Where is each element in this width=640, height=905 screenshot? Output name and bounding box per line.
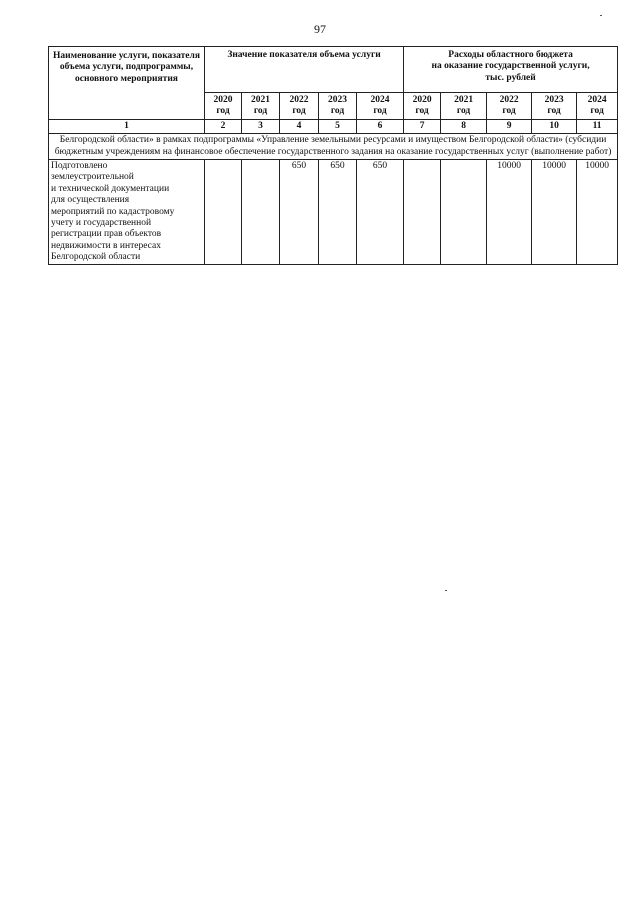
service-volume-table	[48, 46, 618, 265]
year-header	[242, 93, 280, 120]
year-label: 2022	[499, 95, 519, 105]
description-line: землеустроительной	[51, 172, 134, 183]
year-header	[357, 93, 404, 120]
year-label: 2020	[213, 95, 233, 105]
year-label: 2021	[454, 95, 474, 105]
value-cell: 10000	[487, 159, 532, 265]
year-header	[280, 93, 319, 120]
section-row	[49, 134, 618, 160]
year-header	[487, 93, 532, 120]
page-number: 97	[314, 22, 326, 36]
description-line: Подготовлено	[51, 160, 108, 171]
value-cell	[242, 159, 280, 265]
header-row-groups	[49, 47, 618, 93]
header-name-text: Наименование услуги, показателя объема услуги, подпрограммы, основного мероприятия	[53, 51, 200, 84]
value-cell: 650	[357, 159, 404, 265]
year-unit: год	[590, 106, 604, 117]
column-number: 9	[487, 119, 532, 133]
header-name-column	[49, 47, 205, 120]
description-line: для осуществления	[51, 195, 130, 206]
table-row	[49, 159, 618, 265]
year-unit: год	[330, 106, 345, 117]
description-line: регистрации прав объектов	[51, 229, 162, 240]
year-unit: год	[253, 106, 268, 117]
row-description	[49, 159, 205, 265]
year-header	[319, 93, 357, 120]
value-cell	[404, 159, 441, 265]
description-line: недвижимости в интересах	[51, 240, 161, 251]
year-unit: год	[216, 106, 230, 117]
column-number: 1	[49, 119, 205, 133]
column-number: 7	[404, 119, 441, 133]
header-budget-group	[404, 47, 618, 93]
year-label: 2024	[587, 95, 607, 105]
year-header	[441, 93, 487, 120]
value-cell: 650	[280, 159, 319, 265]
year-label: 2024	[370, 95, 390, 105]
year-unit: год	[547, 106, 561, 117]
year-unit: год	[415, 106, 429, 117]
header-budget-line-3: тыс. рублей	[485, 72, 536, 83]
year-header	[404, 93, 441, 120]
description-line: и технической документации	[51, 183, 170, 194]
year-unit: год	[456, 106, 471, 117]
description-line: учету и государственной	[51, 217, 152, 228]
year-unit: год	[373, 106, 387, 117]
value-cell: 650	[319, 159, 357, 265]
column-number: 10	[532, 119, 577, 133]
year-label: 2021	[251, 95, 270, 105]
column-number: 3	[242, 119, 280, 133]
value-cell	[441, 159, 487, 265]
year-label: 2020	[412, 95, 432, 105]
year-label: 2022	[289, 95, 309, 105]
value-cell: 10000	[577, 159, 618, 265]
header-budget-line-2: на оказание государственной услуги,	[431, 61, 590, 72]
header-volume-group	[205, 47, 404, 93]
column-number: 4	[280, 119, 319, 133]
column-number: 6	[357, 119, 404, 133]
year-label: 2023	[544, 95, 564, 105]
column-number: 11	[577, 119, 618, 133]
value-cell	[205, 159, 242, 265]
description-line: Белгородской области	[51, 252, 141, 263]
year-header	[205, 93, 242, 120]
year-unit: год	[502, 106, 516, 117]
year-header	[577, 93, 618, 120]
column-number: 2	[205, 119, 242, 133]
header-volume-text: Значение показателя объема услуги	[227, 50, 381, 60]
scan-speck	[600, 15, 602, 16]
section-text: Белгородской области» в рамках подпрограммы «Управление земельными ресурсами и имуществом Белгородской области» (субсидии бюджетным учреждениям на финансовое обеспечение государственного задания на оказание государственных услуг (выполнение работ)	[49, 134, 618, 160]
year-unit: год	[292, 106, 306, 117]
column-number: 8	[441, 119, 487, 133]
year-header	[532, 93, 577, 120]
description-line: мероприятий по кадастровому	[51, 206, 175, 217]
column-number: 5	[319, 119, 357, 133]
year-label: 2023	[328, 95, 347, 105]
column-number-row	[49, 119, 618, 133]
scan-speck	[445, 590, 447, 591]
header-budget-line-1: Расходы областного бюджета	[448, 50, 573, 60]
value-cell: 10000	[532, 159, 577, 265]
